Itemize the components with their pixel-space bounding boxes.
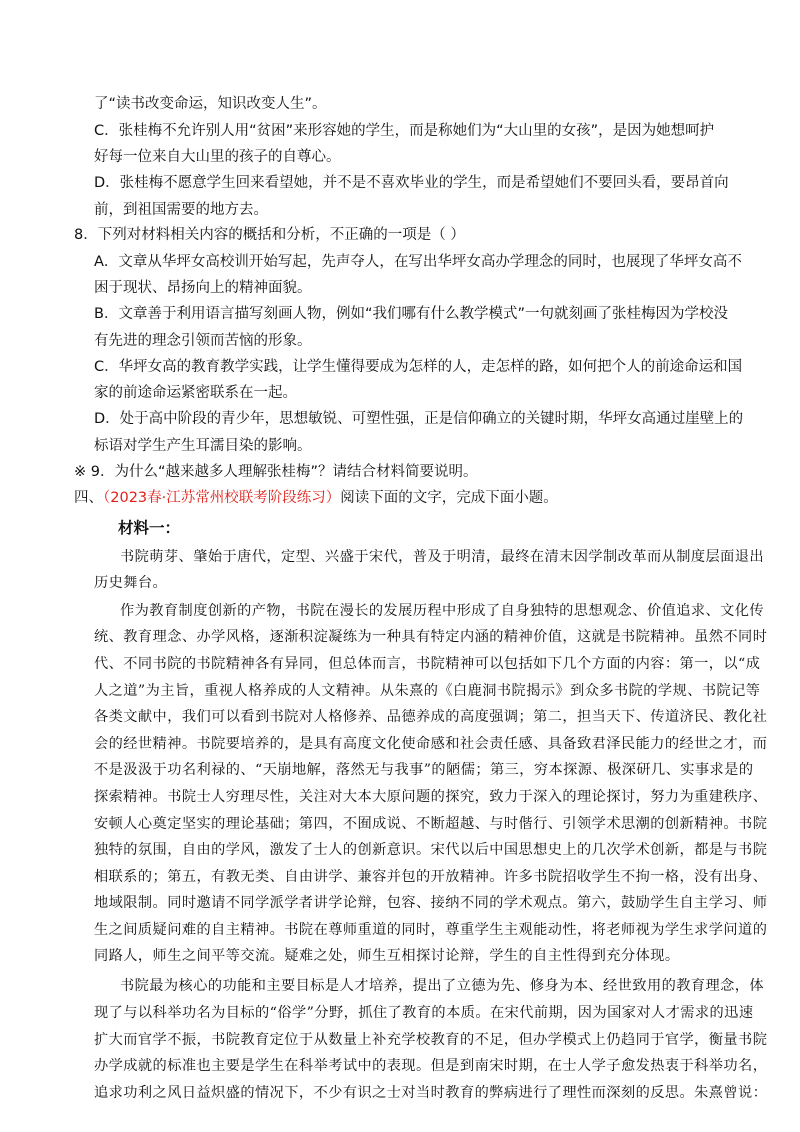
section-instruction: 阅读下面的文字，完成下面小题。 bbox=[340, 490, 558, 506]
question-8-stem: 8．下列对材料相关内容的概括和分析，不正确的一项是（ ） bbox=[74, 227, 465, 243]
material-1-line: 书院最为核心的功能和主要目标是人才培养，提出了立德为先、修身为本、经世致用的教育理念，体 bbox=[120, 978, 765, 994]
question-8-option-b: B．文章善于利用语言描写刻画人物，例如“我们哪有什么教学模式”一句就刻画了张桂梅因为学校没 bbox=[94, 306, 728, 322]
material-1-title: 材料一： bbox=[118, 519, 181, 537]
question-8-option-c: C．华坪女高的教育教学实践，让学生懂得要成为怎样的人，走怎样的路，如何把个人的前途命运和国 bbox=[94, 359, 743, 375]
material-1-line: 不是汲汲于功名利禄的、“天崩地解，落然无与我事”的陋儒；第三，穷本探源、极深研几、实事求是的 bbox=[94, 762, 754, 778]
option-c-line: C．张桂梅不允许别人用“贫困”来形容她的学生，而是称她们为“大山里的女孩”，是因为她想呵护 bbox=[94, 123, 715, 139]
question-8-option-d: D．处于高中阶段的青少年，思想敏锐、可塑性强，正是信仰确立的关键时期，华坪女高通过崖壁上的 bbox=[94, 411, 744, 427]
option-d-line: 前，到祖国需要的地方去。 bbox=[94, 202, 268, 218]
question-9: ※ 9．为什么“越来越多人理解张桂梅”？请结合材料简要说明。 bbox=[74, 464, 478, 480]
material-1-line: 书院萌芽、肇始于唐代，定型、兴盛于宋代，普及于明清，最终在清末因学制改革而从制度层面退出 bbox=[120, 549, 765, 565]
question-8-option-c: 家的前途命运紧密联系在一起。 bbox=[94, 385, 297, 401]
material-1-line: 人之道”为主旨，重视人格养成的人文精神。从朱熹的《白鹿洞书院揭示》到众多书院的学规、书院记等 bbox=[94, 683, 761, 699]
option-d-line: D．张桂梅不愿意学生回来看望她，并不是不喜欢毕业的学生，而是希望她们不要回头看，要昂首向 bbox=[94, 175, 729, 191]
material-1-line: 现了与以科举功名为目标的“俗学”分野，抓住了教育的本质。在宋代前期，因为国家对人才需求的迅速 bbox=[94, 1005, 754, 1021]
material-1-line: 作为教育制度创新的产物，书院在漫长的发展历程中形成了自身独特的思想观念、价值追求、文化传 bbox=[120, 603, 765, 619]
material-1-line: 同路人，师生之间平等交流。疑难之处，师生互相探讨论辩，学生的自主性得到充分体现。 bbox=[94, 948, 680, 964]
material-1-line: 历史舞台。 bbox=[94, 575, 168, 591]
material-1-line: 代、不同书院的书院精神各有异同，但总体而言，书院精神可以包括如下几个方面的内容：第一，以“成 bbox=[94, 656, 761, 672]
material-1-line: 各类文献中，我们可以看到书院对人格修养、品德养成的高度强调；第二，担当天下、传道济民、教化社 bbox=[94, 709, 768, 725]
material-1-line: 办学成就的标准也主要是学生在科举考试中的表现。但是到南宋时期，在士人学子愈发热衷于科举功名， bbox=[94, 1058, 768, 1074]
material-1-line: 生之间质疑问难的自主精神。书院在尊师重道的同时，尊重学生主观能动性，将老师视为学生求学问道的 bbox=[94, 922, 768, 938]
material-1-line: 地域限制。同时邀请不同学派学者讲学论辩，包容、接纳不同的学术观点。第六，鼓励学生自主学习、师 bbox=[94, 895, 768, 911]
question-8-option-a: A．文章从华坪女高校训开始写起，先声夺人，在写出华坪女高办学理念的同时，也展现了华坪女高不 bbox=[94, 254, 742, 270]
section-4-heading bbox=[74, 488, 558, 508]
question-8-option-a: 困于现状、昂扬向上的精神面貌。 bbox=[94, 280, 312, 296]
material-1-line: 追求功利之风日益炽盛的情况下，不少有识之士对当时教育的弊病进行了理性而深刻的反思。朱熹曾说： bbox=[94, 1085, 768, 1101]
material-1-line: 独特的氛围，自由的学风，激发了士人的创新意识。宋代以后中国思想史上的几次学术创新，都是与书院 bbox=[94, 842, 768, 858]
option-c-line: 好每一位来自大山里的孩子的自尊心。 bbox=[94, 149, 341, 165]
option-continuation-line: 了“读书改变命运，知识改变人生”。 bbox=[94, 96, 327, 112]
material-1-line: 相联系的；第五，有教无类、自由讲学、兼容并包的开放精神。许多书院招收学生不拘一格，没有出身、 bbox=[94, 869, 768, 885]
source-label: （2023春·江苏常州校联考阶段练习） bbox=[103, 490, 341, 506]
material-1-line: 会的经世精神。书院要培养的，是具有高度文化使命感和社会责任感、具备致君泽民能力的经世之才，而 bbox=[94, 736, 768, 752]
question-8-option-d: 标语对学生产生耳濡目染的影响。 bbox=[94, 438, 312, 454]
material-1-line: 统、教育理念、办学风格，逐渐积淀凝练为一种具有特定内涵的精神价值，这就是书院精神。虽然不同时 bbox=[94, 629, 768, 645]
material-1-line: 探索精神。书院士人穷理尽性，关注对大本大原问题的探究，致力于深入的理论探讨，努力为重建秩序、 bbox=[94, 789, 768, 805]
material-1-line: 安顿人心奠定坚实的理论基础；第四，不囿成说、不断超越、与时偕行、引领学术思潮的创新精神。书院 bbox=[94, 816, 768, 832]
question-8-option-b: 有先进的理念引领而苦恼的形象。 bbox=[94, 333, 312, 349]
section-number: 四、 bbox=[74, 490, 103, 506]
material-1-line: 扩大而官学不振，书院教育定位于从数量上补充学校教育的不足，但办学模式上仍趋同于官学，衡量书院 bbox=[94, 1032, 768, 1048]
